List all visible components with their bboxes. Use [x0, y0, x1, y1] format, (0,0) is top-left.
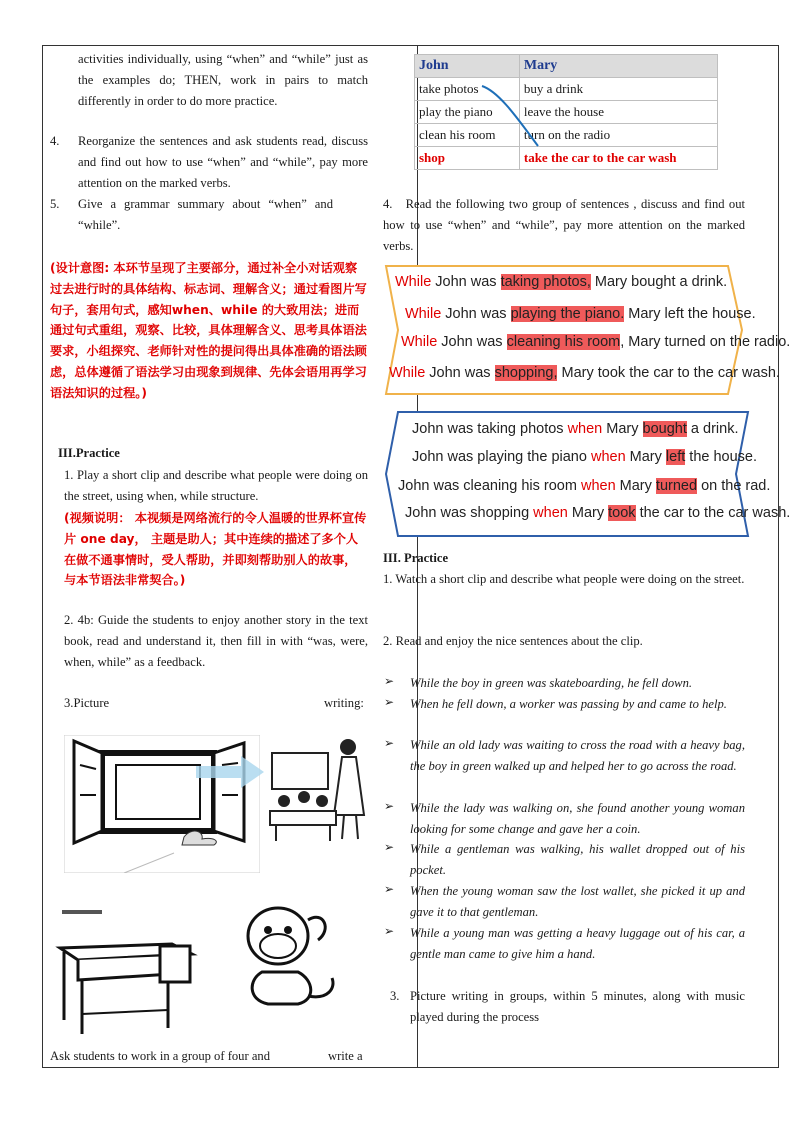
arrow-graphic [196, 752, 266, 792]
bottom-line-left: Ask students to work in a group of four and [50, 1049, 271, 1063]
bullet-arrow-icon: ➢ [384, 674, 395, 688]
sentence-part: the car to the car wash. [635, 505, 791, 521]
practice-3-writing: writing: [324, 696, 364, 710]
while-sentence-2 [405, 306, 756, 322]
when-sentence-2 [412, 449, 757, 465]
table-header-mary: Mary [519, 55, 717, 78]
right-item4 [383, 194, 745, 257]
marked-verb: took [608, 505, 636, 521]
bullet-arrow-icon: ➢ [384, 695, 395, 709]
practice-heading-left: III.Practice [58, 446, 120, 460]
right-item4-text: Read the following two group of sentences , discuss and find out how to use “when” and “while”, pay more attention on the marked verbs. [383, 197, 746, 253]
practice-heading-right: III. Practice [383, 551, 449, 565]
table-cell: clean his room [415, 124, 520, 147]
sentence-part: John was [431, 274, 501, 290]
table-cell: take the car to the car wash [519, 147, 717, 170]
right-item3-text: Picture writing in groups, within 5 minutes, along with music played during the process [410, 989, 745, 1024]
when-sentence-1 [412, 421, 738, 437]
bullet-arrow-icon: ➢ [384, 799, 395, 813]
right-item3-number: 3. [390, 989, 400, 1003]
bullet-sentence: While the boy in green was skateboarding, he fell down. [410, 676, 693, 690]
practice-1-right: 1. Watch a short clip and describe what people were doing on the street. [383, 572, 745, 586]
bullet-arrow-icon: ➢ [384, 840, 395, 854]
sentence-part: John was shopping [405, 505, 534, 521]
sentence-part: John was [441, 306, 511, 322]
sentence-part: Mary [602, 421, 643, 437]
monkey-picture [228, 900, 340, 1010]
table-cell: play the piano [415, 101, 520, 124]
table-cell: leave the house [519, 101, 717, 124]
table-cell: take photos [415, 78, 520, 101]
bottom-line-right: write a [328, 1049, 363, 1063]
sentence-part: John was [437, 334, 507, 350]
item5-number: 5. [50, 197, 60, 211]
table-cell: turn on the radio [519, 124, 717, 147]
when-sentence-3 [398, 478, 770, 494]
bullet-arrow-icon: ➢ [384, 924, 395, 938]
practice-1-left: 1. Play a short clip and describe what people were doing on the street, using when, while structure. [64, 468, 368, 503]
marked-verb: left [665, 449, 686, 465]
matching-line [480, 82, 542, 152]
sentence-part: Mary [625, 449, 666, 465]
while-sentence-3 [401, 334, 790, 350]
table-cell: buy a drink [519, 78, 717, 101]
sentence-part: Mary [615, 478, 656, 494]
table-cell: shop [415, 147, 520, 170]
bullet-arrow-icon: ➢ [384, 882, 395, 896]
sentence-part: a drink. [686, 421, 739, 437]
when-word: when [533, 505, 568, 521]
while-word: While [389, 365, 426, 381]
sentence-part: Mary bought a drink. [590, 274, 728, 290]
desk-picture [52, 908, 202, 1044]
video-note: (视频说明： 本视频是网络流行的令人温暖的世界杯宣传片 one day， 主题是助人；其中连续的描述了多个人在做不通事情时，受人帮助，并即刻帮助别人的故事，与本节语法非常契合。) [64, 511, 367, 588]
bullet-sentence: While the lady was walking on, she found another young woman looking for some change and gave her a coin. [410, 801, 745, 836]
while-word: While [401, 334, 438, 350]
practice-2-left: 2. 4b: Guide the students to enjoy another story in the text book, read and understand it, then fill in with “was, were, when, while” as a feedback. [64, 613, 368, 669]
practice-2-right: 2. Read and enjoy the nice sentences about the clip. [383, 634, 643, 648]
bullet-sentence: When the young woman saw the lost wallet, she picked it up and gave it to that gentleman. [410, 884, 745, 919]
when-word: when [590, 449, 626, 465]
practice-3-label: 3.Picture [64, 696, 110, 710]
sentence-part: , Mary turned on the radio. [620, 334, 791, 350]
sentence-part: Mary left the house. [624, 306, 756, 322]
bullet-sentence: While an old lady was waiting to cross the road with a heavy bag, the boy in green walked up and helped her to go across the road. [410, 738, 745, 773]
marked-verb: bought [642, 421, 687, 437]
sentence-part: Mary took the car to the car wash. [557, 365, 780, 381]
intro-text: activities individually, using “when” and “while” just as the examples do; THEN, work in pairs to match differently in order to do more practice. [78, 52, 368, 108]
when-word: when [567, 421, 603, 437]
marked-verb: cleaning his room [506, 334, 621, 350]
item5-text: Give a grammar summary about “when” and “while”. [78, 197, 333, 232]
bullet-sentence: When he fell down, a worker was passing by and came to help. [410, 697, 727, 711]
sentence-part: John was [425, 365, 495, 381]
item4-text: Reorganize the sentences and ask students read, discuss and find out how to use “when” and “while”, pay more attention on the marked verbs. [78, 134, 368, 190]
design-intent-note: (设计意图: 本环节呈现了主要部分，通过补全小对话观察过去进行时的具体结构、标志词、理解含义；通过看图片写句子，套用句式，感知when、while 的大致用法；进而通过句式重组，观察、比较，具体理解含义、思考具体语法要求，小组探究、老师针对性的提问得出具体准确的语法顾虑，总体遵循了语法学习由现象到规律、先体会语用再学习语法知识的过程。) [50, 261, 367, 400]
sentence-part: John was playing the piano [412, 449, 591, 465]
sentence-part: John was taking photos [412, 421, 568, 437]
while-word: While [395, 274, 432, 290]
marked-verb: shopping, [494, 365, 558, 381]
marked-verb: turned [655, 478, 698, 494]
while-sentence-1 [395, 274, 727, 290]
when-sentence-4 [405, 505, 790, 521]
sentence-part: Mary [567, 505, 609, 521]
right-item4-number: 4. [383, 197, 393, 211]
while-sentence-4 [389, 365, 780, 381]
table-header-john: John [415, 55, 520, 78]
while-word: While [405, 306, 442, 322]
bullet-sentence: While a gentleman was walking, his wallet dropped out of his pocket. [410, 842, 745, 877]
when-word: when [580, 478, 616, 494]
bullet-sentence: While a young man was getting a heavy luggage out of his car, a gentle man came to give him a hand. [410, 926, 745, 961]
classroom-picture [264, 735, 374, 849]
sentence-part: on the rad. [697, 478, 771, 494]
marked-verb: taking photos, [500, 274, 591, 290]
sentence-part: John was cleaning his room [398, 478, 581, 494]
bullet-arrow-icon: ➢ [384, 736, 395, 750]
item4-number: 4. [50, 134, 60, 148]
marked-verb: playing the piano. [510, 306, 625, 322]
john-mary-table [414, 54, 718, 170]
sentence-part: the house. [685, 449, 758, 465]
